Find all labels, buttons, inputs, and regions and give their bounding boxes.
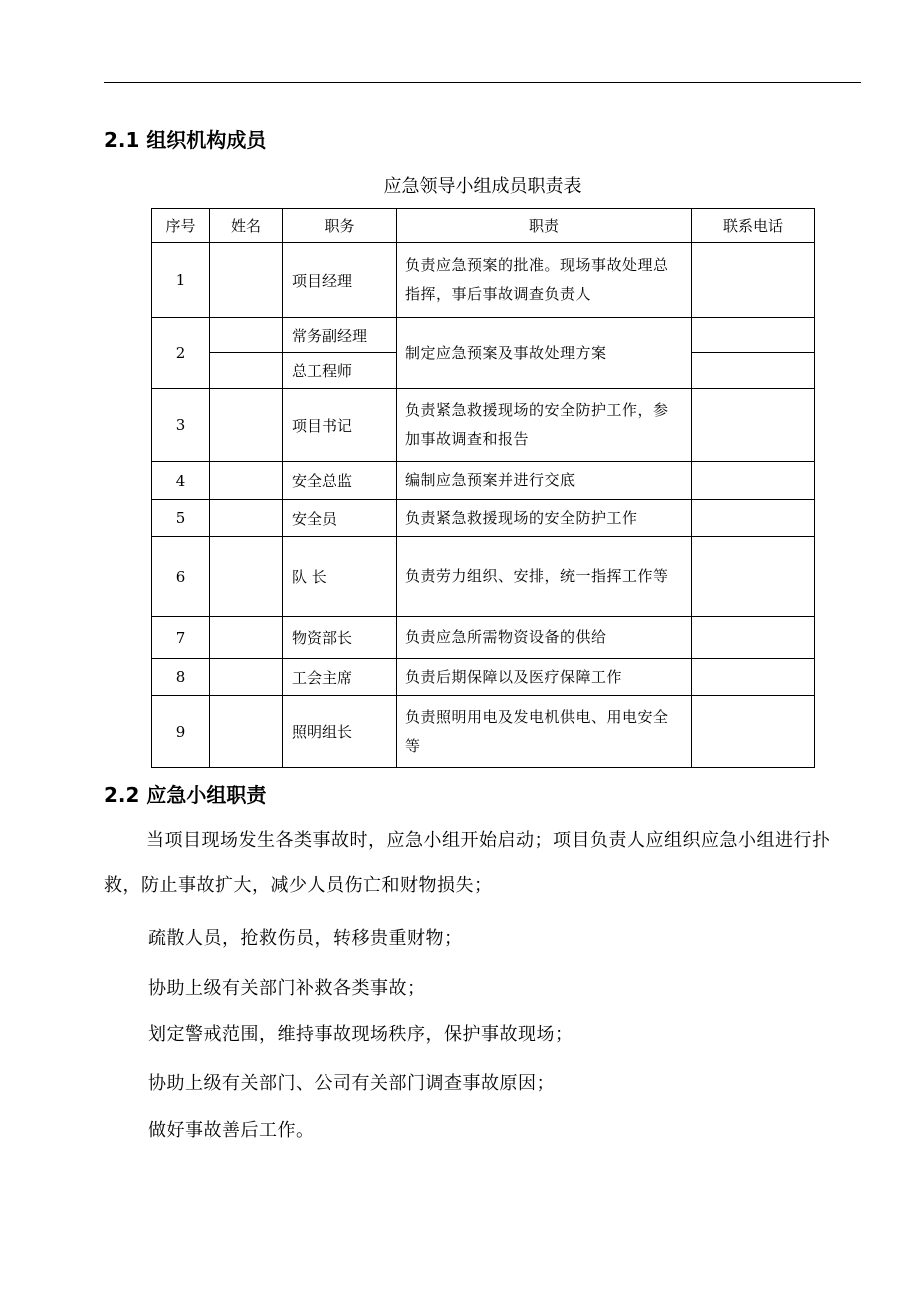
table-row [152,500,815,537]
row-name [210,500,283,537]
table-row [152,617,815,659]
row-role: 队 长 [283,537,397,617]
table-row [152,389,815,462]
row-no: 5 [152,500,210,537]
list-item: 协助上级有关部门补救各类事故； [148,978,426,999]
row-name [210,353,283,389]
row-duty: 负责紧急救援现场的安全防护工作 [397,500,692,537]
row-phone [692,537,815,617]
row-no: 1 [152,243,210,318]
row-role: 工会主席 [283,659,397,696]
section2-paragraph: 当项目现场发生各类事故时，应急小组开始启动；项目负责人应组织应急小组进行扑救，防止事故扩大，减少人员伤亡和财物损失； [104,830,831,896]
header-rule [104,82,861,83]
section-heading-2-2: 2.2 应急小组职责 [104,783,267,807]
row-phone [692,617,815,659]
row-name [210,389,283,462]
row-phone [692,500,815,537]
row-duty: 负责后期保障以及医疗保障工作 [397,659,692,696]
row-no: 6 [152,537,210,617]
row-role: 安全员 [283,500,397,537]
row-role: 照明组长 [283,696,397,768]
row-role: 项目书记 [283,389,397,462]
row-name [210,696,283,768]
section-heading-2-1: 2.1 组织机构成员 [104,128,267,152]
row-name [210,537,283,617]
duty-table [151,208,815,768]
row-name [210,318,283,353]
header-name: 姓名 [210,209,283,243]
row-no: 3 [152,389,210,462]
row-phone [692,462,815,500]
row-phone [692,243,815,318]
list-item: 疏散人员，抢救伤员，转移贵重财物； [148,928,463,949]
table-row [152,537,815,617]
header-duty: 职责 [397,209,692,243]
row-no: 8 [152,659,210,696]
table-row [152,696,815,768]
row-role: 常务副经理 [283,318,397,353]
table-row [152,462,815,500]
row-duty: 负责照明用电及发电机供电、用电安全等 [397,696,692,768]
row-role: 项目经理 [283,243,397,318]
list-item: 做好事故善后工作。 [148,1120,315,1141]
row-name [210,462,283,500]
row-no: 7 [152,617,210,659]
list-item: 划定警戒范围，维持事故现场秩序，保护事故现场； [148,1024,574,1045]
row-no: 9 [152,696,210,768]
row-name [210,617,283,659]
row-duty: 负责应急所需物资设备的供给 [397,617,692,659]
table-header-row [152,209,815,243]
row-phone [692,696,815,768]
row-role-secondary: 总工程师 [283,353,397,389]
row-duty: 负责紧急救援现场的安全防护工作，参加事故调查和报告 [397,389,692,462]
header-role: 职务 [283,209,397,243]
row-phone [692,659,815,696]
row-name [210,243,283,318]
row-duty: 制定应急预案及事故处理方案 [397,318,692,389]
list-item: 协助上级有关部门、公司有关部门调查事故原因； [148,1073,555,1094]
table-row [152,243,815,318]
header-no: 序号 [152,209,210,243]
row-role: 物资部长 [283,617,397,659]
table-caption: 应急领导小组成员职责表 [383,176,582,197]
row-name [210,659,283,696]
row-duty: 负责应急预案的批准。现场事故处理总指挥，事后事故调查负责人 [397,243,692,318]
row-phone [692,389,815,462]
header-phone: 联系电话 [692,209,815,243]
row-no: 2 [152,318,210,389]
row-phone [692,353,815,389]
row-phone [692,318,815,353]
row-no: 4 [152,462,210,500]
row-duty: 编制应急预案并进行交底 [397,462,692,500]
table-row [152,659,815,696]
table-row [152,318,815,353]
row-duty: 负责劳力组织、安排，统一指挥工作等 [397,537,692,617]
row-role: 安全总监 [283,462,397,500]
